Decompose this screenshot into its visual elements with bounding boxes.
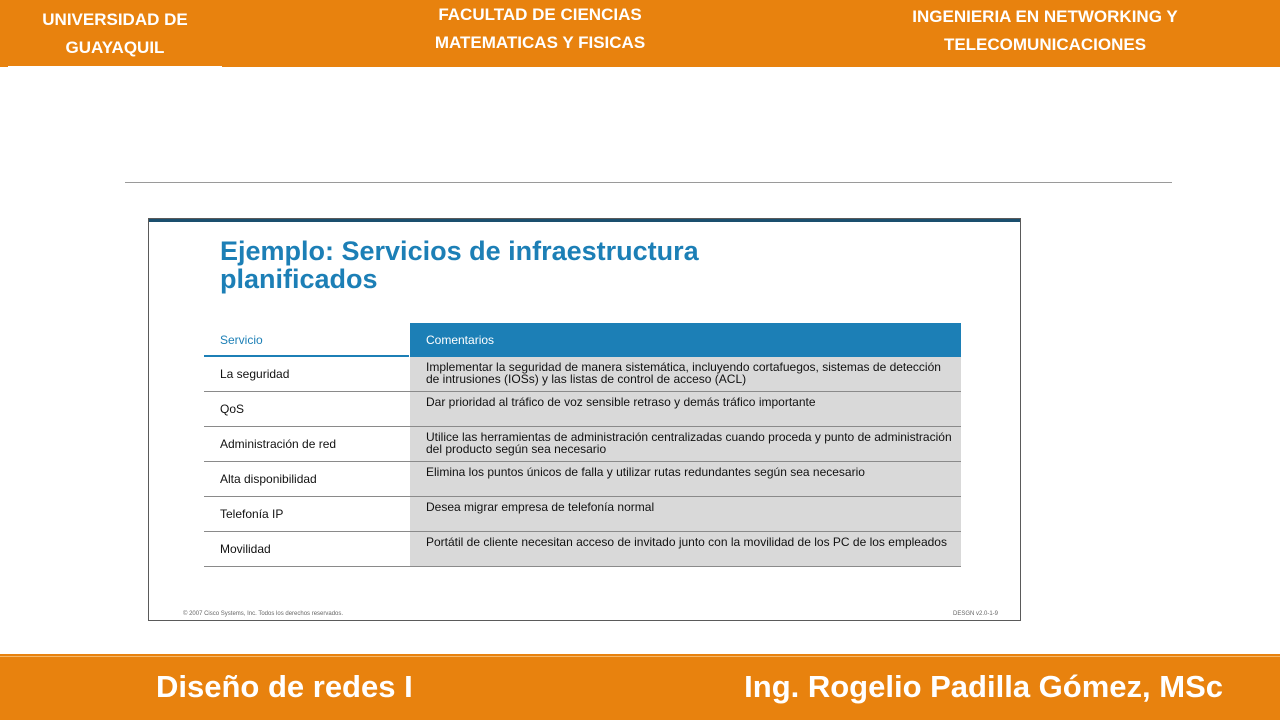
services-table: [204, 323, 961, 567]
service-cell: Administración de red: [220, 437, 337, 451]
career-name-line-1: INGENIERIA EN NETWORKING Y: [912, 7, 1178, 26]
career-name: [860, 3, 1230, 59]
course-name: Diseño de redes I: [156, 669, 413, 704]
university-name-line-2: GUAYAQUIL: [65, 38, 165, 57]
footer-highlight-line: [0, 656, 1280, 657]
table-header-row: [204, 323, 961, 357]
teacher-name: Ing. Rogelio Padilla Gómez, MSc: [744, 669, 1223, 704]
university-name: [8, 6, 222, 62]
comment-cell: Dar prioridad al tráfico de voz sensible retraso y demás tráfico importante: [410, 392, 961, 426]
faculty-name: [390, 1, 690, 57]
service-cell: Telefonía IP: [220, 507, 284, 521]
slide-title-line-2: planificados: [220, 264, 378, 294]
service-cell: Movilidad: [220, 542, 271, 556]
slide-top-border: [149, 219, 1020, 222]
comment-cell: Desea migrar empresa de telefonía normal: [410, 497, 961, 531]
service-cell: QoS: [220, 402, 245, 416]
comment-cell: Elimina los puntos únicos de falla y utilizar rutas redundantes según sea necesario: [410, 462, 961, 496]
service-cell: Alta disponibilidad: [220, 472, 317, 486]
comment-cell: Utilice las herramientas de administración centralizadas cuando proceda y punto de administración del producto según sea necesario: [410, 427, 961, 461]
faculty-name-line-2: MATEMATICAS Y FISICAS: [434, 33, 646, 52]
career-name-line-2: TELECOMUNICACIONES: [943, 35, 1147, 54]
service-cell: La seguridad: [220, 367, 290, 381]
university-name-line-1: UNIVERSIDAD DE: [42, 10, 188, 29]
comment-cell: Implementar la seguridad de manera sistemática, incluyendo cortafuegos, sistemas de detección de intrusiones (IOSs) y las listas de control de acceso (ACL): [410, 357, 961, 391]
slide-title: [220, 237, 980, 293]
embedded-slide: [148, 218, 1021, 621]
table-row: [204, 392, 961, 427]
comment-cell: Portátil de cliente necesitan acceso de invitado junto con la movilidad de los PC de los empleados: [410, 532, 961, 566]
table-row: [204, 532, 961, 567]
slide-title-line-1: Ejemplo: Servicios de infraestructura: [220, 236, 699, 266]
table-row: [204, 427, 961, 462]
faculty-name-line-1: FACULTAD DE CIENCIAS: [438, 5, 642, 24]
header-service: Servicio: [204, 323, 409, 357]
header-comments: Comentarios: [410, 323, 961, 357]
table-row: [204, 357, 961, 392]
table-row: [204, 497, 961, 532]
university-underline: [8, 66, 222, 68]
table-row: [204, 462, 961, 497]
slide-code: DESGN v2.0-1-9: [952, 611, 998, 617]
slide-copyright: © 2007 Cisco Systems, Inc. Todos los derechos reservados.: [183, 611, 344, 617]
separator-line: [125, 182, 1172, 183]
